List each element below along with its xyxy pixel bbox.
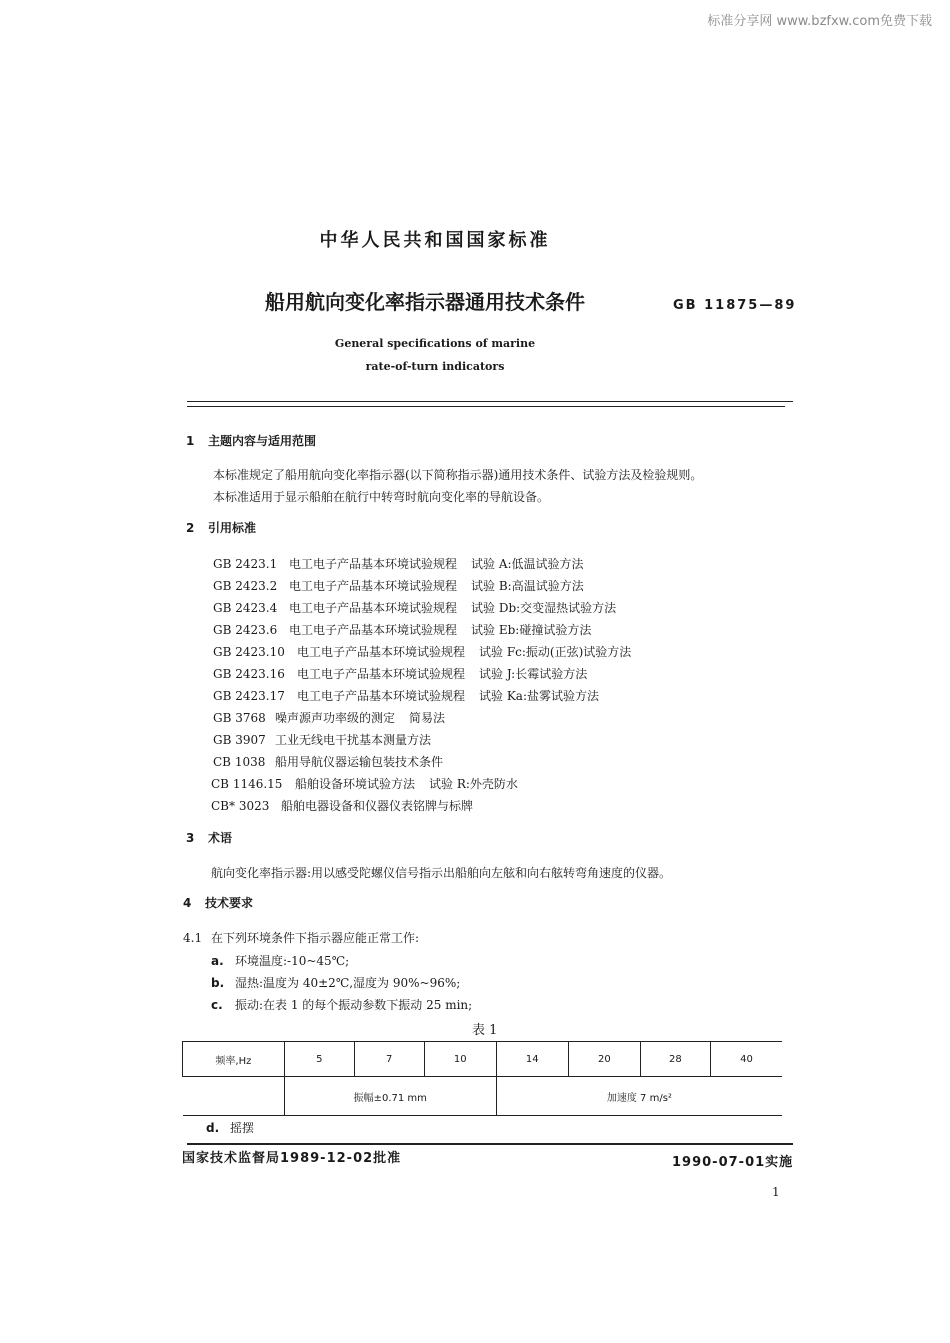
reference-title: 电工电子产品基本环境试验规程 <box>289 601 458 615</box>
reference-item <box>213 643 631 660</box>
section-1-paragraph-2: 本标准适用于显示船舶在航行中转弯时航向变化率的导航设备。 <box>213 490 550 504</box>
reference-test: 试验 Ka:盐雾试验方法 <box>479 689 599 703</box>
english-title-line-2: rate-of-turn indicators <box>365 360 505 373</box>
section-4-number: 4 <box>183 896 192 910</box>
vibration-table <box>182 1041 782 1116</box>
reference-item <box>213 665 587 682</box>
list-item-text: 振动:在表 1 的每个振动参数下振动 25 min; <box>235 998 473 1012</box>
reference-test: 试验 A:低温试验方法 <box>471 557 584 571</box>
list-item <box>206 1119 254 1136</box>
page-number: 1 <box>772 1185 780 1199</box>
reference-test: 试验 Eb:碰撞试验方法 <box>471 623 592 637</box>
section-3-heading <box>186 829 232 846</box>
reference-code: GB 2423.10 <box>213 645 285 659</box>
section-4-heading <box>183 894 253 911</box>
section-1-paragraph-1: 本标准规定了船用航向变化率指示器(以下简称指示器)通用技术条件、试验方法及检验规则。 <box>213 468 703 482</box>
reference-code: GB 2423.1 <box>213 557 278 571</box>
reference-item <box>213 577 584 594</box>
section-4-title: 技术要求 <box>205 896 254 910</box>
reference-test: 试验 B:高温试验方法 <box>471 579 584 593</box>
standard-number: GB 11875—89 <box>673 298 797 313</box>
reference-item <box>213 599 616 616</box>
reference-code: CB 1038 <box>213 755 266 769</box>
reference-item <box>213 621 591 638</box>
header-rule <box>187 401 793 402</box>
reference-title: 噪声源声功率级的测定 <box>275 711 396 725</box>
reference-code: GB 2423.16 <box>213 667 285 681</box>
table-cell-frequency: 10 <box>424 1042 496 1077</box>
table-cell-amplitude: 振幅±0.71 mm <box>284 1077 496 1116</box>
table-row <box>183 1042 783 1077</box>
table-cell-frequency: 20 <box>568 1042 640 1077</box>
table-caption: 表 1 <box>472 1023 498 1038</box>
clause-4-1 <box>183 929 419 946</box>
reference-test: 简易法 <box>409 711 446 725</box>
reference-item <box>213 731 445 748</box>
reference-test: 试验 Fc:振动(正弦)试验方法 <box>479 645 632 659</box>
reference-code: GB 2423.6 <box>213 623 278 637</box>
section-3-number: 3 <box>186 831 195 845</box>
section-1-number: 1 <box>186 434 195 448</box>
list-item <box>211 996 472 1013</box>
list-item-text: 摇摆 <box>230 1121 255 1135</box>
reference-code: CB 1146.15 <box>211 777 283 791</box>
table-cell-frequency: 40 <box>710 1042 782 1077</box>
table-cell-empty <box>183 1077 285 1116</box>
reference-item <box>211 797 487 814</box>
list-item-label: a. <box>211 954 224 968</box>
watermark: 标准分享网 www.bzfxw.com免费下载 <box>707 14 932 29</box>
reference-code: GB 3907 <box>213 733 266 747</box>
section-2-number: 2 <box>186 521 195 535</box>
table-cell-frequency: 5 <box>284 1042 354 1077</box>
reference-title: 工业无线电干扰基本测量方法 <box>275 733 432 747</box>
section-3-paragraph: 航向变化率指示器:用以感受陀螺仪信号指示出船舶向左舷和向右舷转弯角速度的仪器。 <box>211 866 672 880</box>
effective-date: 1990-07-01实施 <box>672 1155 794 1170</box>
table-cell-frequency: 14 <box>496 1042 568 1077</box>
reference-item <box>213 555 584 572</box>
list-item-label: d. <box>206 1121 220 1135</box>
reference-code: GB 2423.4 <box>213 601 278 615</box>
document-title: 船用航向变化率指示器通用技术条件 <box>265 290 585 314</box>
section-1-heading <box>186 432 316 449</box>
reference-code: CB* 3023 <box>211 799 270 813</box>
reference-title: 电工电子产品基本环境试验规程 <box>297 689 466 703</box>
reference-title: 船舶设备环境试验方法 <box>295 777 416 791</box>
reference-test: 试验 J:长霉试验方法 <box>479 667 588 681</box>
reference-title: 电工电子产品基本环境试验规程 <box>289 557 458 571</box>
list-item <box>211 974 460 991</box>
reference-title: 电工电子产品基本环境试验规程 <box>297 667 466 681</box>
reference-title: 船舶电器设备和仪器仪表铭牌与标牌 <box>281 799 474 813</box>
list-item <box>211 952 349 969</box>
list-item-label: c. <box>211 998 223 1012</box>
section-1-title: 主题内容与适用范围 <box>208 434 317 448</box>
reference-title: 电工电子产品基本环境试验规程 <box>297 645 466 659</box>
reference-title: 电工电子产品基本环境试验规程 <box>289 579 458 593</box>
section-3-title: 术语 <box>208 831 233 845</box>
table-cell-frequency: 7 <box>354 1042 424 1077</box>
reference-item <box>213 753 457 770</box>
reference-test: 试验 R:外壳防水 <box>429 777 518 791</box>
list-item-label: b. <box>211 976 225 990</box>
reference-item <box>213 687 599 704</box>
list-item-text: 环境温度:-10~45℃; <box>235 954 350 968</box>
approval-date: 国家技术监督局1989-12-02批准 <box>182 1151 402 1166</box>
reference-code: GB 2423.2 <box>213 579 278 593</box>
reference-title: 船用导航仪器运输包装技术条件 <box>275 755 444 769</box>
reference-code: GB 3768 <box>213 711 266 725</box>
section-2-title: 引用标准 <box>208 521 257 535</box>
english-title <box>0 332 870 378</box>
footer-rule <box>187 1143 793 1145</box>
list-item-text: 湿热:温度为 40±2℃,湿度为 90%~96%; <box>235 976 461 990</box>
reference-test: 试验 Db:交变湿热试验方法 <box>471 601 617 615</box>
table-header-frequency: 频率,Hz <box>183 1042 285 1077</box>
national-standard-heading: 中华人民共和国国家标准 <box>319 230 551 251</box>
reference-title: 电工电子产品基本环境试验规程 <box>289 623 458 637</box>
header-rule-second <box>187 406 785 407</box>
reference-code: GB 2423.17 <box>213 689 285 703</box>
reference-item <box>213 709 445 726</box>
section-2-heading <box>186 519 256 536</box>
table-row <box>183 1077 783 1116</box>
english-title-line-1: General specifications of marine <box>334 337 536 350</box>
clause-4-1-number: 4.1 <box>183 931 203 945</box>
clause-4-1-text: 在下列环境条件下指示器应能正常工作: <box>211 931 420 945</box>
reference-item <box>211 775 518 792</box>
table-cell-frequency: 28 <box>640 1042 710 1077</box>
table-cell-acceleration: 加速度 7 m/s² <box>496 1077 782 1116</box>
